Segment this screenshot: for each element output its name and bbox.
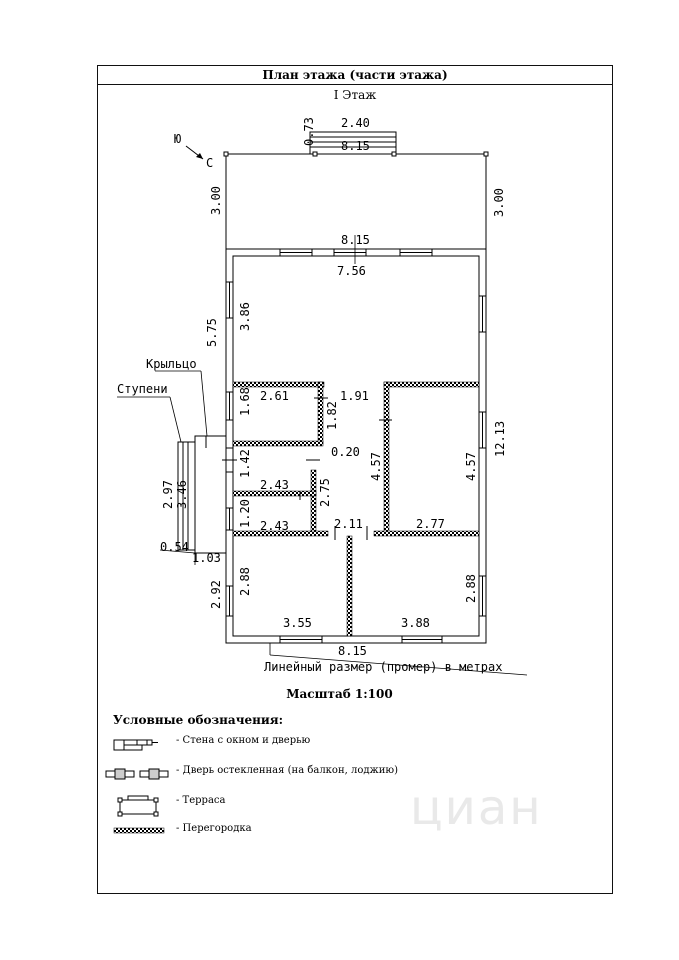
dim-1.20: 1.20 <box>238 499 252 528</box>
watermark-logo: циан <box>410 780 543 836</box>
dim-0.73: 0.73 <box>302 117 316 146</box>
dim-2.40: 2.40 <box>341 116 370 130</box>
dim-3.86: 3.86 <box>238 302 252 331</box>
dim-2.43-b: 2.43 <box>260 519 289 533</box>
scale-label: Масштаб 1:100 <box>286 687 393 701</box>
dim-0.20: 0.20 <box>331 445 360 459</box>
dim-4.57-a: 4.57 <box>369 452 383 481</box>
legend-item-wall: - Стена с окном и дверью <box>176 735 311 746</box>
dim-2.88-a: 2.88 <box>238 567 252 596</box>
dim-2.77: 2.77 <box>416 517 445 531</box>
legend-item-terrace: - Терраса <box>176 795 226 806</box>
entrance-door <box>222 448 237 472</box>
steps-label: Ступени <box>117 382 168 396</box>
legend-wall-symbol <box>114 740 158 750</box>
legend-item-glazed-door: - Дверь остекленная (на балкон, лоджию) <box>176 765 398 776</box>
legend-item-partition: - Перегородка <box>176 823 252 834</box>
dim-1.03: 1.03 <box>192 551 221 565</box>
dim-2.11: 2.11 <box>334 517 363 531</box>
dim-1.91: 1.91 <box>340 389 369 403</box>
dim-3.55: 3.55 <box>283 616 312 630</box>
dim-2.92: 2.92 <box>209 580 223 609</box>
dim-3.46: 3.46 <box>175 480 189 509</box>
dim-12.13: 12.13 <box>493 420 507 457</box>
dim-0.54: 0.54 <box>160 540 189 554</box>
dim-4.57-b: 4.57 <box>464 452 478 481</box>
dim-1.82: 1.82 <box>325 401 339 430</box>
dim-2.43-a: 2.43 <box>260 478 289 492</box>
legend-partition-symbol <box>114 828 164 833</box>
plan-title: План этажа (части этажа) <box>98 66 612 85</box>
floor-label: I Этаж <box>333 88 377 102</box>
dim-8.15-mid: 8.15 <box>341 233 370 247</box>
dim-2.97: 2.97 <box>161 480 175 509</box>
legend-glazed-door-symbol <box>106 769 168 779</box>
compass-south: Ю <box>174 132 182 146</box>
compass <box>174 132 213 170</box>
dim-3.88: 3.88 <box>401 616 430 630</box>
dim-5.75: 5.75 <box>205 318 219 347</box>
dim-2.88-b: 2.88 <box>464 574 478 603</box>
partitions <box>233 382 479 636</box>
linear-size-note: Линейный размер (промер) в метрах <box>264 660 503 674</box>
legend-terrace-symbol <box>118 796 158 816</box>
dim-3.00-left: 3.00 <box>209 186 223 215</box>
dim-8.15-bottom: 8.15 <box>338 644 367 658</box>
dim-1.68: 1.68 <box>238 387 252 416</box>
legend-title: Условные обозначения: <box>113 713 284 727</box>
dim-2.61: 2.61 <box>260 389 289 403</box>
dim-2.75: 2.75 <box>318 478 332 507</box>
dim-1.42: 1.42 <box>238 449 252 478</box>
compass-north: С <box>206 156 214 170</box>
porch-label: Крыльцо <box>146 357 197 371</box>
dim-8.15-top: 8.15 <box>341 139 370 153</box>
dim-3.00-right: 3.00 <box>492 188 506 217</box>
dim-7.56: 7.56 <box>337 264 366 278</box>
